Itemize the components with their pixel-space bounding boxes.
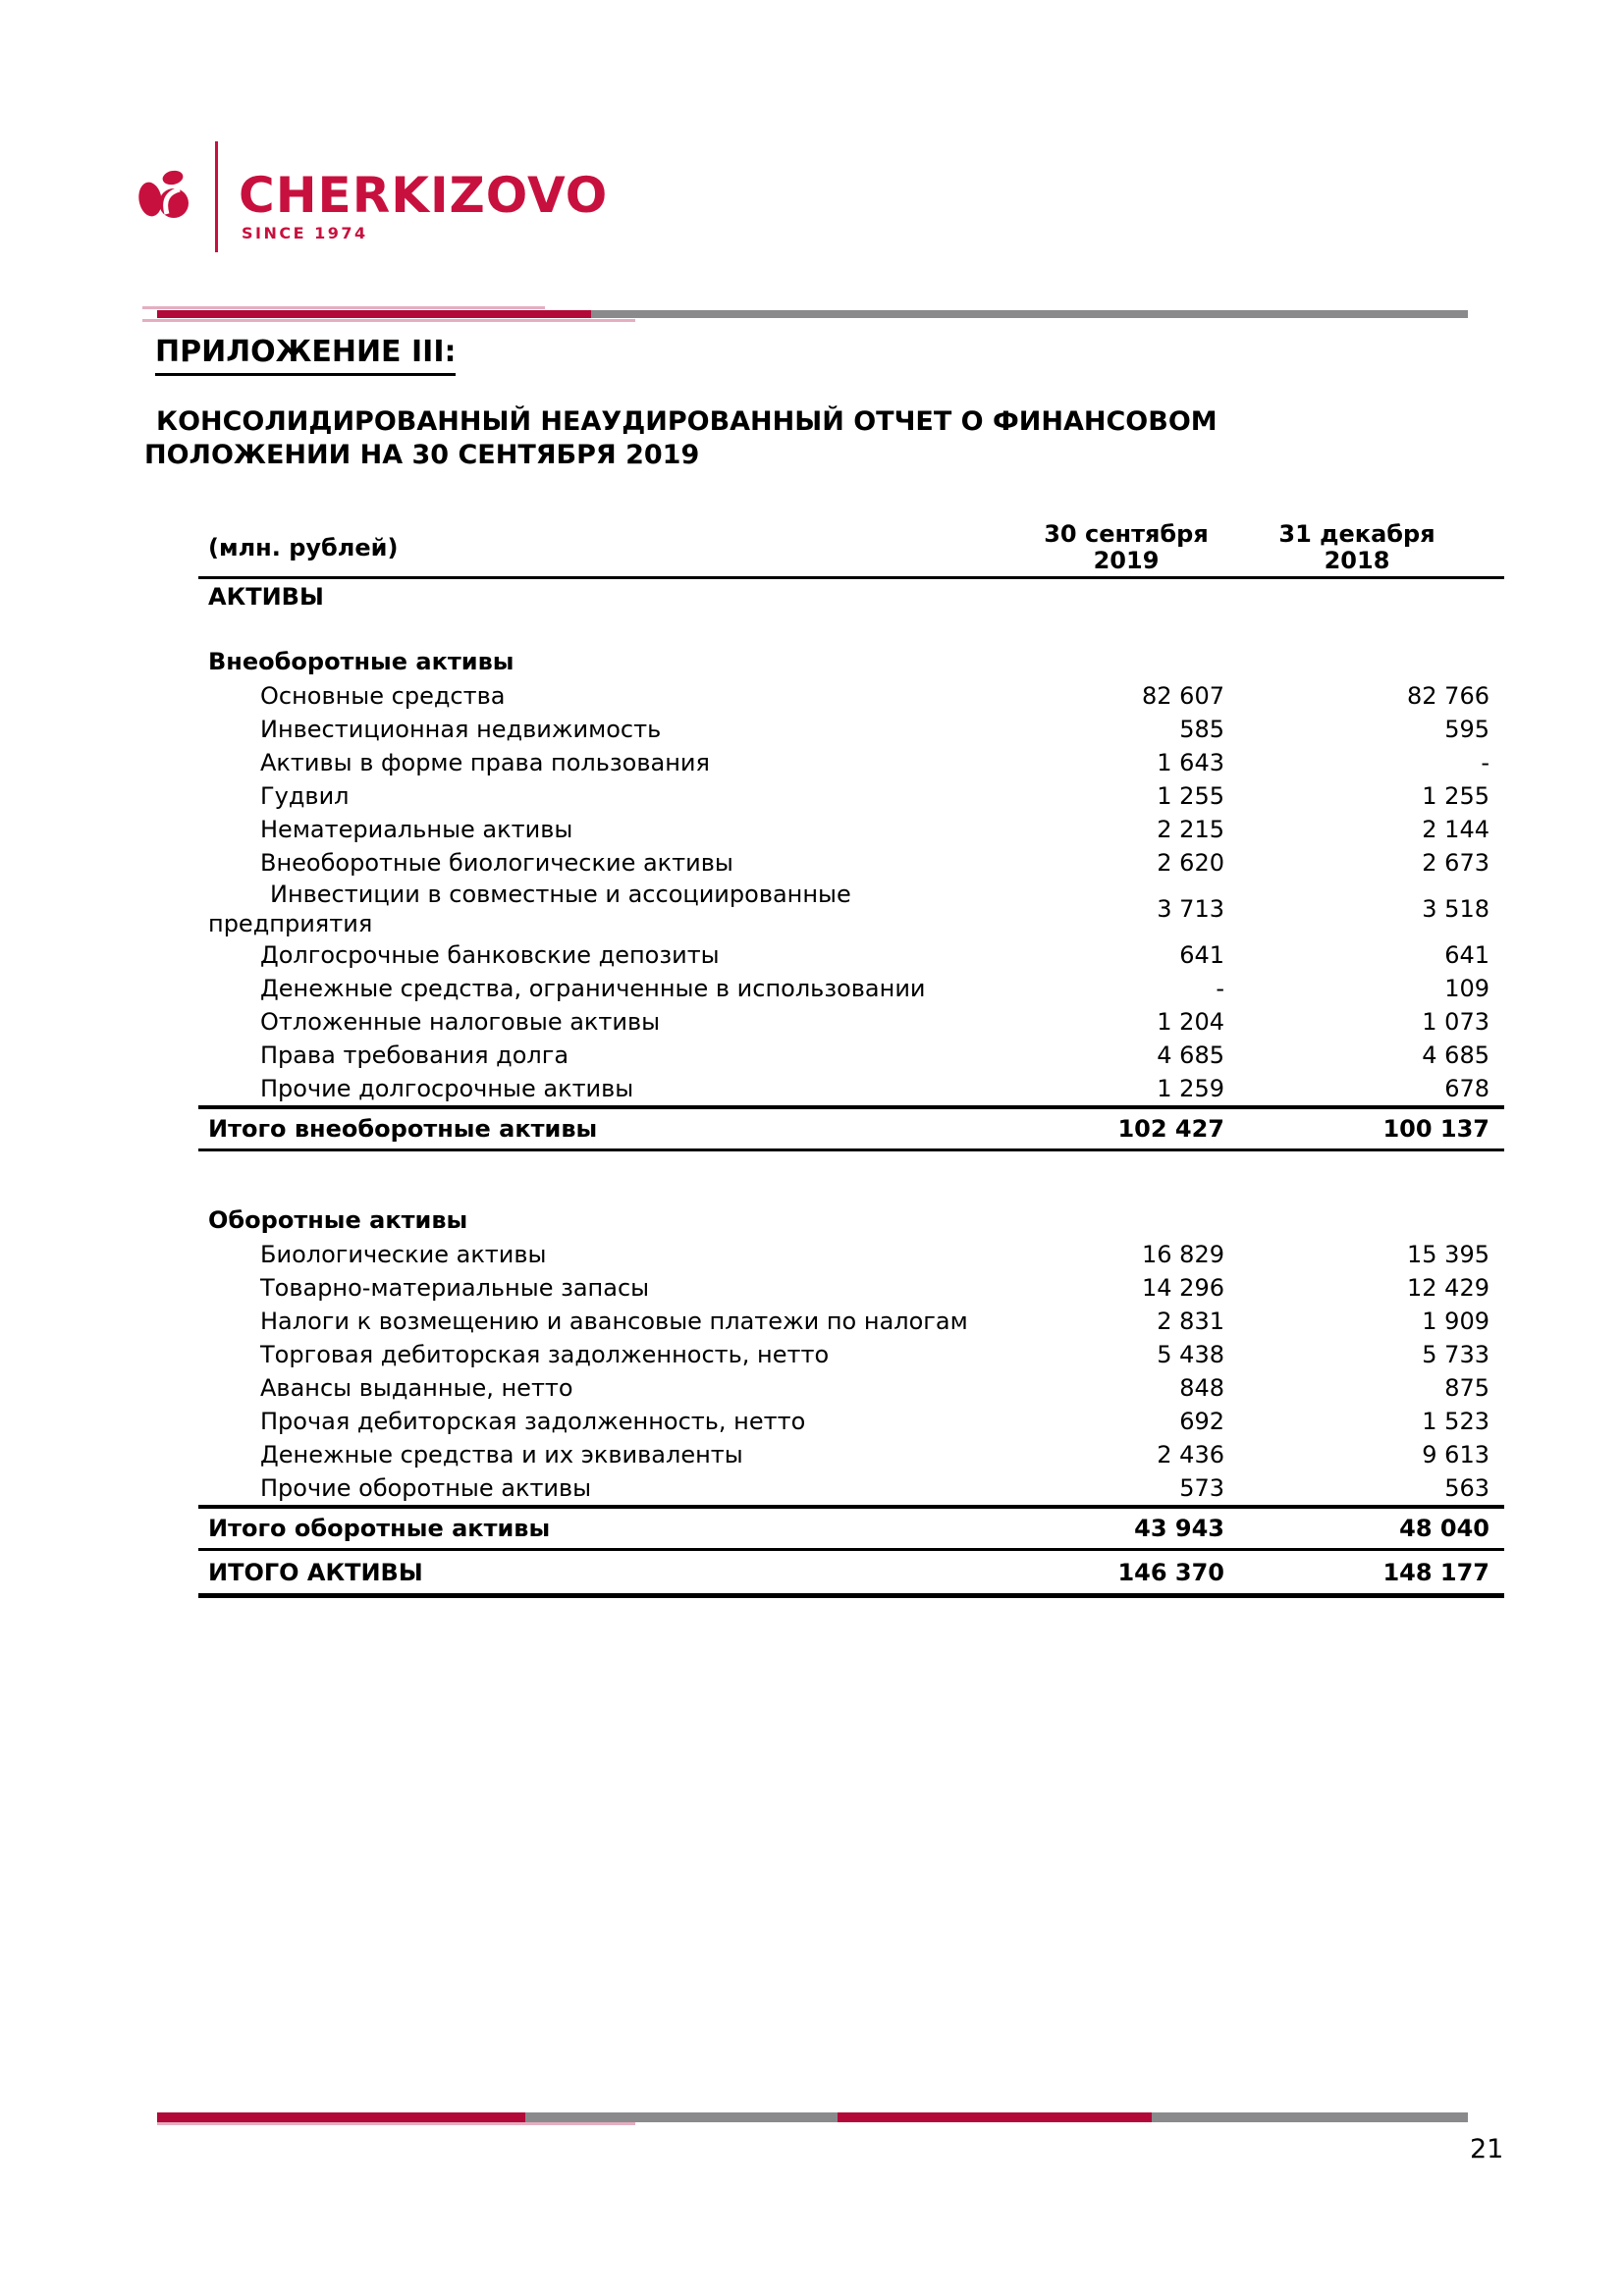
row-value-2019: 585 [1179, 716, 1224, 743]
table-row [198, 1405, 1504, 1438]
table-row [198, 1202, 1504, 1238]
report-title [144, 405, 1218, 472]
table-row [198, 1238, 1504, 1271]
row-value-2019: 1 643 [1157, 749, 1224, 776]
row-label: Оборотные активы [208, 1206, 468, 1234]
row-value-2019: 3 713 [1157, 895, 1224, 923]
row-value-2018: 3 518 [1422, 895, 1489, 923]
row-label: Прочие долгосрочные активы [260, 1075, 634, 1102]
row-label: Товарно-материальные запасы [260, 1274, 650, 1302]
table-row [198, 579, 1504, 614]
row-value-2019: 146 370 [1117, 1558, 1224, 1586]
row-value-2019: 692 [1179, 1408, 1224, 1435]
row-label: ИТОГО АКТИВЫ [208, 1558, 423, 1586]
row-value-2018: 875 [1444, 1374, 1489, 1402]
row-value-2019: 2 831 [1157, 1308, 1224, 1335]
table-row [198, 644, 1504, 679]
row-value-2019: 43 943 [1134, 1515, 1224, 1542]
row-label: Инвестиции в совместные и ассоциированные предприятия [208, 881, 851, 937]
table-row [198, 1471, 1504, 1505]
row-label: Нематериальные активы [260, 816, 573, 843]
row-value-2018: 12 429 [1407, 1274, 1489, 1302]
table-row [198, 938, 1504, 972]
table-spacer [198, 1151, 1504, 1202]
footer-bar-gray-segment-1 [525, 2112, 838, 2122]
row-label: Биологические активы [260, 1241, 547, 1268]
table-row [198, 1271, 1504, 1305]
row-value-2019: 82 607 [1142, 682, 1224, 710]
table-row [198, 1305, 1504, 1338]
logo-tagline: SINCE 1974 [242, 224, 368, 242]
row-label: Итого оборотные активы [208, 1515, 551, 1542]
footer-bar-red-segment-1 [157, 2112, 525, 2122]
top-accent-pink-lower [142, 319, 635, 322]
footer-bar-red-segment-2 [838, 2112, 1152, 2122]
row-value-2018: 1 909 [1422, 1308, 1489, 1335]
row-label: Итого внеоборотные активы [208, 1115, 598, 1143]
column-header-2018: 31 декабря 2018 [1278, 519, 1435, 574]
top-bar-red-segment [157, 310, 591, 318]
row-value-2019: 641 [1179, 941, 1224, 969]
row-label: Прочие оборотные активы [260, 1474, 592, 1502]
row-label: Денежные средства, ограниченные в использовании [260, 975, 926, 1002]
row-label: Налоги к возмещению и авансовые платежи по налогам [260, 1308, 968, 1335]
row-value-2019: 16 829 [1142, 1241, 1224, 1268]
table-row [198, 746, 1504, 779]
row-value-2018: 5 733 [1422, 1341, 1489, 1368]
row-value-2018: 595 [1444, 716, 1489, 743]
row-value-2018: 4 685 [1422, 1041, 1489, 1069]
row-value-2019: 14 296 [1142, 1274, 1224, 1302]
logo-divider [215, 141, 218, 252]
table-row [198, 1371, 1504, 1405]
row-label: Гудвил [260, 782, 350, 810]
row-value-2018: 1 073 [1422, 1008, 1489, 1036]
report-title-line1: КОНСОЛИДИРОВАННЫЙ НЕАУДИРОВАННЫЙ ОТЧЕТ О ФИНАНСОВОМ [156, 406, 1218, 437]
row-value-2018: 9 613 [1422, 1441, 1489, 1468]
row-label: Долгосрочные банковские депозиты [260, 941, 720, 969]
appendix-heading-text: ПРИЛОЖЕНИЕ III: [155, 335, 456, 376]
table-body [198, 579, 1504, 1598]
table-row [198, 713, 1504, 746]
row-label: Торговая дебиторская задолженность, нетто [260, 1341, 830, 1368]
unit-label: (млн. рублей) [208, 533, 399, 561]
row-value-2019: 4 685 [1157, 1041, 1224, 1069]
row-value-2019: 848 [1179, 1374, 1224, 1402]
row-label: Прочая дебиторская задолженность, нетто [260, 1408, 806, 1435]
row-value-2018: 109 [1444, 975, 1489, 1002]
cherkizovo-logo-mark-icon [137, 167, 190, 222]
row-value-2018: 641 [1444, 941, 1489, 969]
column-header-2019: 30 сентября 2019 [1044, 519, 1209, 574]
row-label: Отложенные налоговые активы [260, 1008, 661, 1036]
row-value-2019: 5 438 [1157, 1341, 1224, 1368]
row-label: Денежные средства и их эквиваленты [260, 1441, 743, 1468]
row-label: Внеоборотные активы [208, 648, 514, 675]
table-row [198, 880, 1504, 938]
row-label: Внеоборотные биологические активы [260, 849, 733, 877]
row-value-2018: 563 [1444, 1474, 1489, 1502]
row-label: Основные средства [260, 682, 506, 710]
row-value-2019: 1 204 [1157, 1008, 1224, 1036]
footer-bar-gray-segment-2 [1152, 2112, 1468, 2122]
row-value-2018: 1 255 [1422, 782, 1489, 810]
top-accent-pink-upper [142, 306, 545, 309]
appendix-heading [155, 335, 456, 376]
table-row [198, 972, 1504, 1005]
table-row [198, 1338, 1504, 1371]
table-row [198, 1551, 1504, 1598]
row-label: АКТИВЫ [208, 583, 324, 611]
top-accent-bar [157, 310, 1468, 318]
row-value-2018: - [1481, 749, 1489, 776]
row-label: Авансы выданные, нетто [260, 1374, 573, 1402]
row-value-2018: 82 766 [1407, 682, 1489, 710]
row-value-2019: 102 427 [1117, 1115, 1224, 1143]
row-value-2019: 1 255 [1157, 782, 1224, 810]
footer-accent-bar [157, 2112, 1468, 2122]
row-value-2019: 2 436 [1157, 1441, 1224, 1468]
row-value-2019: 2 620 [1157, 849, 1224, 877]
financial-position-table [198, 518, 1504, 1598]
table-row [198, 846, 1504, 880]
page-number: 21 [1470, 2134, 1504, 2164]
row-value-2018: 100 137 [1382, 1115, 1489, 1143]
table-row [198, 1105, 1504, 1151]
row-value-2019: 1 259 [1157, 1075, 1224, 1102]
table-spacer [198, 614, 1504, 644]
row-value-2019: 2 215 [1157, 816, 1224, 843]
row-value-2018: 48 040 [1399, 1515, 1489, 1542]
row-value-2018: 2 144 [1422, 816, 1489, 843]
row-value-2018: 1 523 [1422, 1408, 1489, 1435]
row-label: Активы в форме права пользования [260, 749, 710, 776]
logo-brand-text: CHERKIZOVO [239, 167, 609, 224]
table-row [198, 1072, 1504, 1105]
row-label: Права требования долга [260, 1041, 569, 1069]
table-row [198, 679, 1504, 713]
row-value-2018: 678 [1444, 1075, 1489, 1102]
row-value-2018: 2 673 [1422, 849, 1489, 877]
row-value-2018: 15 395 [1407, 1241, 1489, 1268]
table-row [198, 1039, 1504, 1072]
report-title-line2: ПОЛОЖЕНИИ НА 30 СЕНТЯБРЯ 2019 [144, 440, 700, 470]
top-bar-gray-segment [591, 310, 1468, 318]
row-value-2019: 573 [1179, 1474, 1224, 1502]
footer-accent-pink-lower [157, 2122, 635, 2125]
row-label: Инвестиционная недвижимость [260, 716, 662, 743]
table-row [198, 779, 1504, 813]
table-row [198, 1005, 1504, 1039]
table-row [198, 1505, 1504, 1551]
row-value-2018: 148 177 [1382, 1558, 1489, 1586]
row-value-2019: - [1216, 975, 1224, 1002]
table-row [198, 813, 1504, 846]
table-row [198, 1438, 1504, 1471]
table-header-row [198, 518, 1504, 579]
